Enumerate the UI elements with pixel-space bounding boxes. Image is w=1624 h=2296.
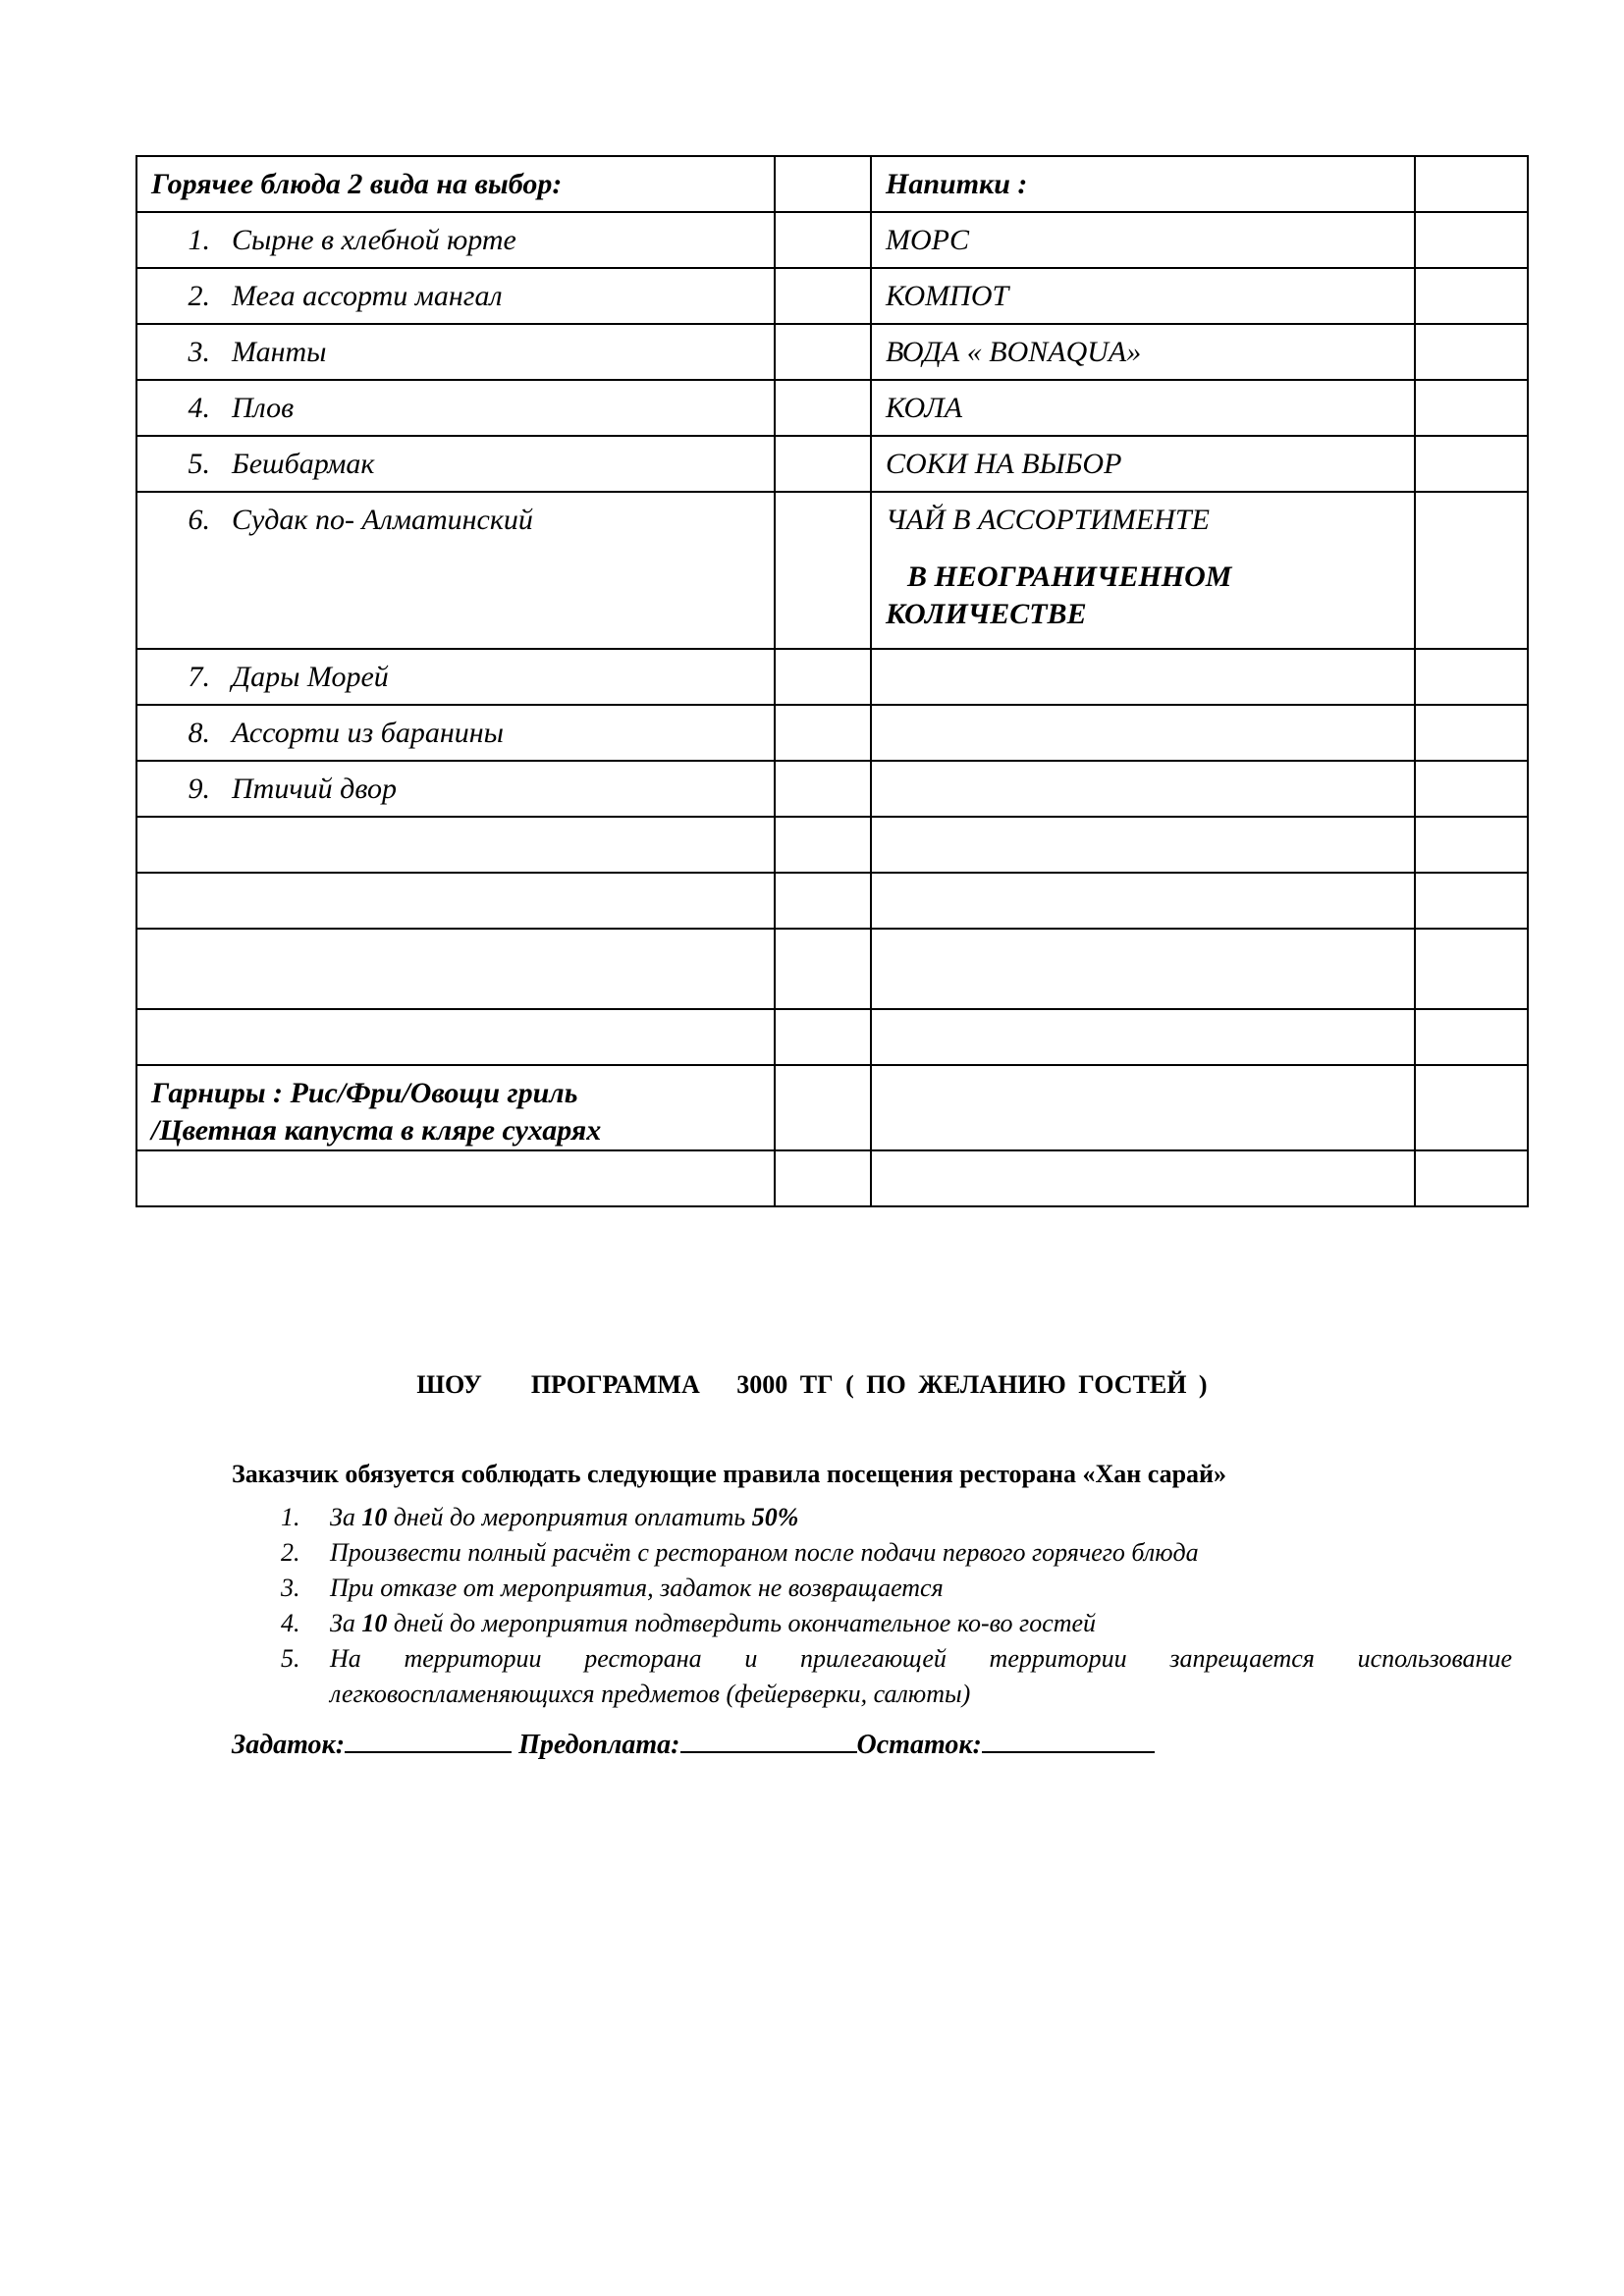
empty-cell [775, 1065, 871, 1150]
empty-cell [136, 873, 775, 929]
rules-list [232, 1500, 1512, 1712]
empty-cell [1415, 380, 1528, 436]
dish-name: Манты [232, 336, 327, 368]
empty-cell [871, 705, 1415, 761]
dish-cell [136, 324, 775, 380]
empty-cell [1415, 1065, 1528, 1150]
drink-cell: ВОДА « BONAQUA» [871, 324, 1415, 380]
table-row [136, 156, 1528, 212]
dish-name: Сырне в хлебной юрте [232, 224, 516, 256]
table-row [136, 649, 1528, 705]
list-item [232, 1535, 1512, 1571]
rule-number: 1. [281, 1503, 300, 1531]
table-row [136, 929, 1528, 1009]
drinks-header: Напитки : [871, 156, 1415, 212]
empty-cell [136, 1150, 775, 1206]
empty-cell [775, 156, 871, 212]
empty-cell [775, 1150, 871, 1206]
list-item [232, 1500, 1512, 1535]
dish-cell [136, 436, 775, 492]
deposit-blank [345, 1724, 512, 1753]
dish-number: 8. [188, 717, 210, 749]
empty-cell [775, 436, 871, 492]
balance-label: Остаток: [856, 1730, 982, 1760]
table-row [136, 212, 1528, 268]
empty-cell [871, 649, 1415, 705]
rule-text [330, 1606, 1512, 1641]
empty-cell [775, 324, 871, 380]
unlimited-line-2: КОЛИЧЕСТВЕ [886, 598, 1087, 630]
rule-text-part: За [330, 1609, 362, 1637]
drink-cell: КОМПОТ [871, 268, 1415, 324]
dish-name: Ассорти из баранины [232, 717, 504, 749]
empty-cell [1415, 492, 1528, 649]
empty-cell [136, 1009, 775, 1065]
empty-cell [1415, 929, 1528, 1009]
table-row [136, 817, 1528, 873]
garnish-line-1: Гарниры : Рис/Фри/Овощи гриль [151, 1077, 578, 1109]
table-row [136, 873, 1528, 929]
empty-cell [136, 929, 775, 1009]
dish-number: 2. [188, 280, 210, 312]
rule-emphasis: 50% [751, 1503, 799, 1531]
payment-line [232, 1724, 1155, 1761]
unlimited-note [886, 559, 1404, 633]
dish-cell [136, 380, 775, 436]
dish-cell [136, 212, 775, 268]
empty-cell [775, 268, 871, 324]
hot-dishes-header: Горячее блюда 2 вида на выбор: [136, 156, 775, 212]
garnish-line-2: /Цветная капуста в кляре сухарях [151, 1114, 602, 1147]
rule-text-part: дней до мероприятия подтвердить окончательное ко-во гостей [387, 1609, 1097, 1637]
dish-cell [136, 761, 775, 817]
prepayment-blank [680, 1724, 857, 1753]
dish-name: Бешбармак [232, 448, 375, 480]
rules-title: Заказчик обязуется соблюдать следующие правила посещения ресторана «Хан сарай» [232, 1460, 1227, 1488]
dish-name: Судак по- Алматинский [232, 504, 533, 536]
drink-cell: МОРС [871, 212, 1415, 268]
rule-text: Произвести полный расчёт с рестораном после подачи первого горячего блюда [330, 1538, 1199, 1567]
table-row [136, 761, 1528, 817]
empty-cell [1415, 649, 1528, 705]
table-row [136, 1009, 1528, 1065]
rule-emphasis: 10 [361, 1609, 388, 1637]
dish-number: 5. [188, 448, 210, 480]
empty-cell [775, 873, 871, 929]
rule-text: При отказе от мероприятия, задаток не возвращается [330, 1574, 944, 1602]
rule-text [330, 1500, 1512, 1535]
dish-name: Дары Морей [232, 661, 389, 693]
empty-cell [1415, 156, 1528, 212]
empty-cell [136, 817, 775, 873]
empty-cell [871, 1065, 1415, 1150]
unlimited-line-1: В НЕОГРАНИЧЕННОМ [907, 561, 1232, 593]
empty-cell [1415, 268, 1528, 324]
drink-cell: СОКИ НА ВЫБОР [871, 436, 1415, 492]
dish-number: 9. [188, 773, 210, 805]
table-row [136, 1150, 1528, 1206]
dish-cell [136, 705, 775, 761]
list-item [232, 1571, 1512, 1606]
rule-number: 2. [281, 1538, 300, 1567]
empty-cell [775, 380, 871, 436]
garnish-cell [136, 1065, 775, 1150]
empty-cell [775, 492, 871, 649]
empty-cell [1415, 212, 1528, 268]
dish-number: 7. [188, 661, 210, 693]
dish-name: Птичий двор [232, 773, 397, 805]
drink-name: ЧАЙ В АССОРТИМЕНТЕ [886, 504, 1210, 536]
table-row [136, 268, 1528, 324]
empty-cell [1415, 324, 1528, 380]
drink-cell: КОЛА [871, 380, 1415, 436]
empty-cell [871, 873, 1415, 929]
dish-number: 4. [188, 392, 210, 424]
dish-cell [136, 649, 775, 705]
list-item [232, 1641, 1512, 1712]
empty-cell [1415, 761, 1528, 817]
empty-cell [775, 649, 871, 705]
rule-number: 3. [281, 1574, 300, 1602]
empty-cell [775, 929, 871, 1009]
empty-cell [871, 929, 1415, 1009]
dish-number: 3. [188, 336, 210, 368]
empty-cell [775, 705, 871, 761]
empty-cell [775, 817, 871, 873]
empty-cell [871, 817, 1415, 873]
empty-cell [1415, 1150, 1528, 1206]
list-item [232, 1606, 1512, 1641]
rule-text: На территории ресторана и прилегающей территории запрещается использование легковоспламеняющихся предметов (фейерверки, салюты) [330, 1644, 1512, 1708]
rule-number: 5. [281, 1644, 300, 1673]
table-row [136, 380, 1528, 436]
rule-text-part: За [330, 1503, 362, 1531]
deposit-label: Задаток: [232, 1730, 346, 1760]
menu-table [135, 155, 1529, 1207]
empty-cell [1415, 436, 1528, 492]
table-row [136, 436, 1528, 492]
rule-text-part: дней до мероприятия оплатить [387, 1503, 752, 1531]
table-row [136, 324, 1528, 380]
rule-emphasis: 10 [361, 1503, 388, 1531]
rule-number: 4. [281, 1609, 300, 1637]
dish-number: 1. [188, 224, 210, 256]
table-row [136, 492, 1528, 649]
empty-cell [871, 761, 1415, 817]
prepayment-label: Предоплата: [518, 1730, 680, 1760]
empty-cell [1415, 817, 1528, 873]
dish-name: Мега ассорти мангал [232, 280, 503, 312]
table-row [136, 705, 1528, 761]
table-row [136, 1065, 1528, 1150]
dish-cell [136, 268, 775, 324]
show-program-title: ШОУ ПРОГРАММА 3000 ТГ ( ПО ЖЕЛАНИЮ ГОСТЕЙ ) [416, 1370, 1208, 1399]
empty-cell [775, 761, 871, 817]
empty-cell [1415, 705, 1528, 761]
dish-cell [136, 492, 775, 649]
empty-cell [871, 1150, 1415, 1206]
balance-blank [982, 1724, 1155, 1753]
empty-cell [775, 212, 871, 268]
empty-cell [1415, 1009, 1528, 1065]
dish-name: Плов [232, 392, 295, 424]
empty-cell [1415, 873, 1528, 929]
dish-number: 6. [188, 504, 210, 536]
drink-cell [871, 492, 1415, 649]
empty-cell [775, 1009, 871, 1065]
empty-cell [871, 1009, 1415, 1065]
